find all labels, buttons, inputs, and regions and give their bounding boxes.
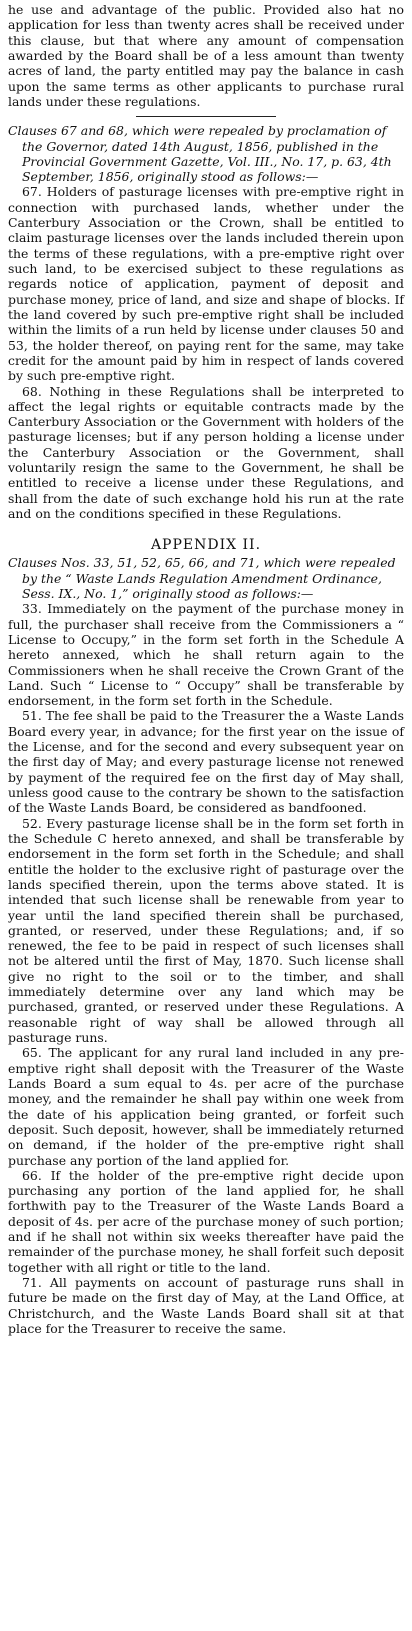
clause-67: 67. Holders of pasturage licenses with pre-emptive right in connection with purchased lands, whether under the Canterbury Association or the Crown, shall be entitled to claim pasturage licenses over the lands included therein upon the terms of these regulations, with a pre-emptive right over such land, to be exercised subject to these regulations as regards notice of application, payment of deposit and purchase money, price of land, and size and shape of blocks. If the land covered by such pre-emptive right shall be included within the limits of a run held by license under clauses 50 and 53, the holder thereof, on paying rent for the same, may take credit for the amount paid by him in respect of lands covered by such pre-emptive right. bbox=[8, 184, 404, 384]
repeal-note-clauses-67-68: Clauses 67 and 68, which were repealed by proclamation of the Governor, dated 14th August, 1856, published in the Provincial Government Gazette, Vol. III., No. 17, p. 63, 4th September, 1856, originally stood as follows:— bbox=[8, 123, 392, 185]
clause-71: 71. All payments on account of pasturage runs shall in future be made on the first day of May, at the Land Office, at Christchurch, and the Waste Lands Board shall sit at that place for the Treasurer to receive the same. bbox=[8, 1275, 404, 1336]
clause-68: 68. Nothing in these Regulations shall be interpreted to affect the legal rights or equitable contracts made by the Canterbury Association or the Government with holders of the pasturage licenses; but if any person holding a license under the Canterbury Association or the Government, shall voluntarily resign the same to the Government, he shall be entitled to receive a license under these Regulations, and shall from the date of such exchange hold his run at the rate and on the conditions specified in these Regulations. bbox=[8, 383, 404, 521]
clause-66: 66. If the holder of the pre-emptive right decide upon purchasing any portion of the land applied for, he shall forthwith pay to the Treasurer of the Waste Lands Board a deposit of 4s. per acre of the purchase money of such portion; and if he shall not within six weeks thereafter have paid the remainder of the purchase money, he shall forfeit such deposit together with all right or title to the land. bbox=[8, 1167, 404, 1275]
repeal-note-appendix: Clauses Nos. 33, 51, 52, 65, 66, and 71, which were repealed by the “ Waste Lands Regulation Amendment Ordinance, Sess. IX., No. 1,” originally stood as follows:— bbox=[8, 555, 396, 601]
clause-52: 52. Every pasturage license shall be in the form set forth in the Schedule C hereto annexed, and shall be transferable by endorsement in the form set forth in the Schedule; and shall entitle the holder to the exclusive right of pasturage over the lands specified therein, upon the terms above stated. It is intended that such license shall be renewable from year to year until the land specified therein shall be purchased, granted, or reserved, under these Regulations; and, if so renewed, the fee to be paid in respect of such licenses shall not be altered until the first of May, 1870. Such license shall give no right to the soil or to the timber, and shall immediately determine over any land which may be purchased, granted, or reserved under these Regulations. A reasonable right of way shall be allowed through all pasturage runs. bbox=[8, 815, 404, 1045]
appendix-title: APPENDIX II. bbox=[150, 537, 262, 554]
clause-33: 33. Immediately on the payment of the purchase money in full, the purchaser shall receive from the Commissioners a “ License to Occupy,” in the form set forth in the Schedule A hereto annexed, which he shall return again to the Commissioners when he shall receive the Crown Grant of the Land. Such “ License to “ Occupy” shall be transferable by endorsement, in the form set forth in the Schedule. bbox=[8, 601, 404, 709]
clause-65: 65. The applicant for any rural land included in any pre-emptive right shall deposit with the Treasurer of the Waste Lands Board a sum equal to 4s. per acre of the purchase money, and the remainder he shall pay within one week from the date of his application being granted, or forfeit such deposit. Such deposit, however, shall be immediately returned on demand, if the holder of the pre-emptive right shall purchase any portion of the land applied for. bbox=[8, 1045, 404, 1168]
clause-51: 51. The fee shall be paid to the Treasurer the a Waste Lands Board every year, in advance; for the first year on the issue of the License, and for the second and every subsequent year on the first day of May; and every pasturage license not renewed by payment of the required fee on the first day of May shall, unless good cause to the contrary be shown to the satisfaction of the Waste Lands Board, be considered as bandfooned. bbox=[8, 708, 404, 816]
intro-paragraph: he use and advantage of the public. Provided also hat no application for less than twenty acres shall be received under this clause, but that where any amount of compensation awarded by the Board shall be of a less amount than twenty acres of land, the party entitled may pay the balance in cash upon the same terms as other applicants to purchase rural lands under these regulations. bbox=[8, 2, 404, 109]
section-divider bbox=[136, 116, 276, 117]
